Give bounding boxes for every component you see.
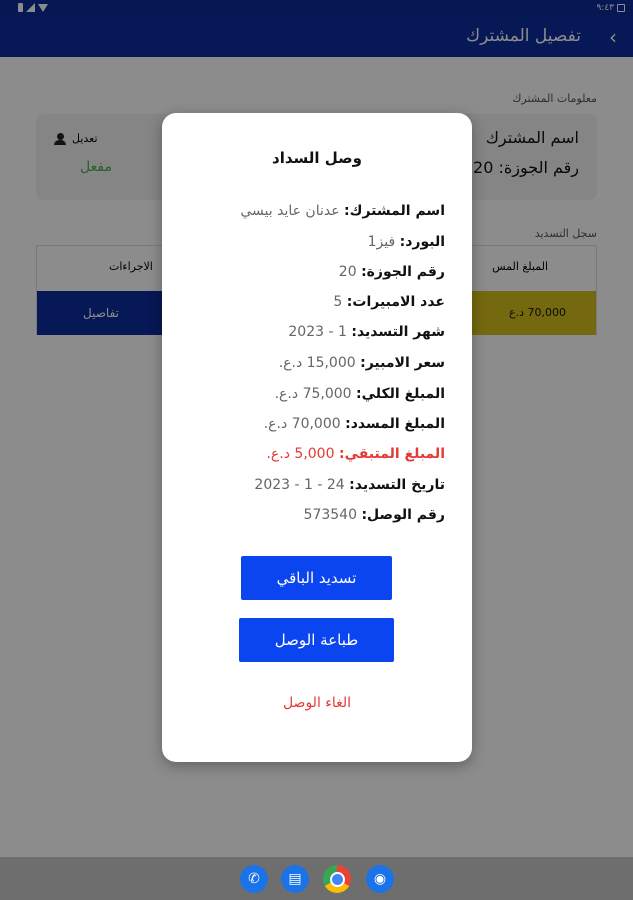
dial-number-line: رقم الجوزة: 20 (473, 158, 579, 177)
field-value: 70,000 د.ع. (263, 416, 346, 432)
field-label: تاريخ التسديد: (349, 477, 445, 493)
field-label: شهر التسديد: (351, 324, 445, 340)
field-ampere-price (279, 355, 445, 371)
field-label: المبلغ المتبقي: (338, 446, 445, 462)
field-payment-month (288, 324, 445, 340)
field-label: المبلغ الكلي: (356, 386, 445, 402)
dialog-title: وصل السداد (272, 149, 362, 167)
column-header-actions: الاجراءات (109, 260, 153, 273)
phone-app-icon[interactable]: ✆ (240, 865, 268, 893)
back-arrow-icon[interactable]: ‹ (609, 25, 617, 49)
field-value: 5,000 د.ع. (266, 446, 339, 462)
field-value: فيز1 (367, 234, 400, 250)
field-value: 5 (333, 294, 347, 310)
edit-label: تعديل (72, 132, 98, 145)
field-value: 573540 (303, 507, 362, 523)
field-label: عدد الامبيرات: (346, 294, 445, 310)
payment-amount-cell: 70,000 د.ع (466, 291, 596, 335)
field-remaining-amount (266, 446, 445, 462)
field-value: عدنان عايد بيسي (240, 203, 345, 219)
messages-app-icon[interactable]: ▤ (281, 865, 309, 893)
cancel-receipt-link[interactable]: الغاء الوصل (282, 695, 352, 711)
field-label: سعر الامبير: (360, 355, 445, 371)
pay-remaining-button[interactable]: تسديد الباقي (241, 556, 392, 600)
field-label: رقم الجوزة: (361, 264, 445, 280)
field-label: المبلغ المسدد: (345, 416, 445, 432)
subscriber-name-line: اسم المشترك (485, 128, 579, 147)
field-payment-date (254, 477, 445, 493)
field-value: 24 - 1 - 2023 (254, 477, 350, 493)
camera-app-icon[interactable]: ◉ (366, 865, 394, 893)
field-value: 20 (338, 264, 362, 280)
field-value: 1 - 2023 (288, 324, 352, 340)
section-info-label: معلومات المشترك (512, 92, 597, 105)
field-value: 15,000 د.ع. (278, 355, 361, 371)
field-amperes (333, 294, 445, 310)
receipt-dialog (162, 113, 472, 762)
details-button[interactable]: تفاصيل (37, 291, 165, 335)
page-title: تفصيل المشترك (466, 26, 581, 46)
field-label: اسم المشترك: (344, 203, 445, 219)
field-dial-number (339, 264, 445, 280)
print-receipt-button[interactable]: طباعة الوصل (239, 618, 394, 662)
column-header-paid: المبلغ المس (492, 260, 548, 273)
chrome-app-icon[interactable] (323, 865, 351, 893)
field-total-amount (275, 386, 445, 402)
field-subscriber-name (240, 203, 445, 219)
field-paid-amount (264, 416, 445, 432)
field-label: البورد: (399, 234, 445, 250)
field-receipt-number (304, 507, 445, 523)
status-time: ٩:٤٣ (596, 3, 614, 13)
status-active-text: مفعل (80, 159, 112, 175)
field-value: 75,000 د.ع. (274, 386, 357, 402)
field-label: رقم الوصل: (361, 507, 445, 523)
dock-bar (0, 857, 633, 900)
section-payments-label: سجل التسديد (534, 227, 597, 240)
field-board (368, 234, 445, 250)
